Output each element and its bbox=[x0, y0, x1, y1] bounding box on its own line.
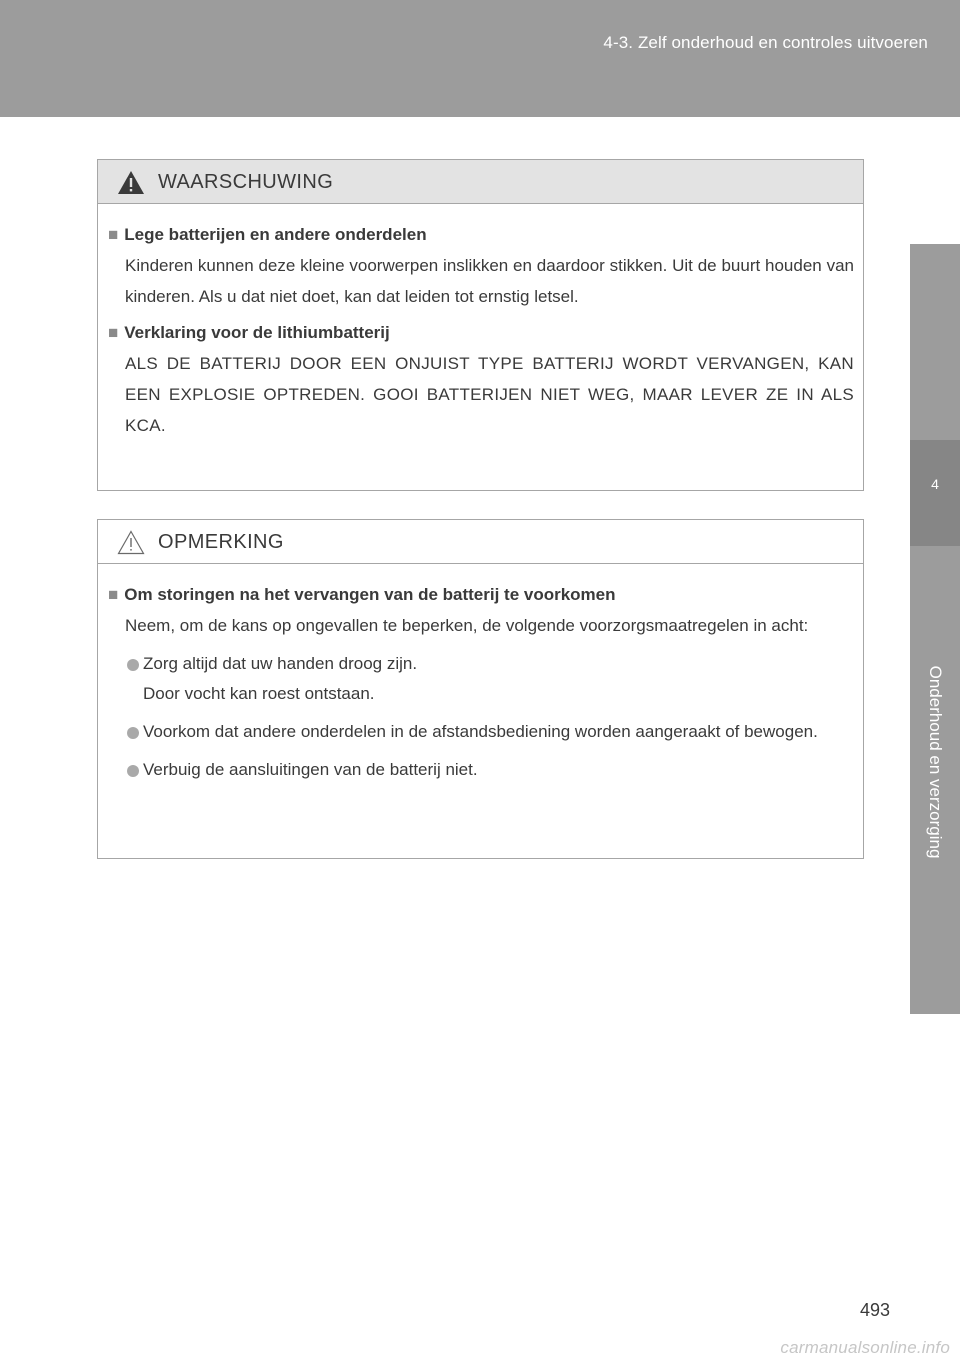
warning-header bbox=[98, 160, 863, 204]
note-intro-text: Neem, om de kans op ongevallen te beperken, de volgende voorzorgsmaatregelen in acht: bbox=[125, 616, 809, 635]
square-bullet-icon: ■ bbox=[108, 585, 119, 604]
warning-section-text: ALS DE BATTERIJ DOOR EEN ONJUIST TYPE BATTERIJ WORDT VERVANGEN, KAN EEN EXPLOSIE OPTREDEN. GOOI BATTERIJEN NIET WEG, MAAR LEVER ZE IN ALS KCA. bbox=[125, 354, 854, 435]
warning-triangle-outline-icon bbox=[117, 530, 145, 555]
page-header bbox=[0, 0, 960, 117]
chapter-number-box bbox=[910, 440, 960, 546]
note-header bbox=[98, 520, 863, 564]
warning-triangle-filled-icon bbox=[117, 170, 145, 195]
list-item: Verbuig de aansluitingen van de batterij niet. bbox=[108, 755, 854, 785]
page-number: 493 bbox=[859, 1300, 890, 1320]
chapter-side-tab bbox=[910, 244, 960, 1014]
warning-section-text: Kinderen kunnen deze kleine voorwerpen inslikken en daardoor stikken. Uit de buurt houden van kinderen. Als u dat niet doet, kan dat leiden tot ernstig letsel. bbox=[125, 256, 854, 306]
chapter-number: 4 bbox=[931, 476, 939, 492]
bullet-dot-icon bbox=[127, 765, 139, 777]
list-item: Voorkom dat andere onderdelen in de afstandsbediening worden aangeraakt of bewogen. bbox=[108, 717, 854, 747]
watermark: carmanualsonline.info bbox=[780, 1338, 950, 1357]
note-box bbox=[97, 519, 864, 859]
warning-title: WAARSCHUWING bbox=[158, 171, 334, 193]
section-breadcrumb: 4-3. Zelf onderhoud en controles uitvoeren bbox=[603, 33, 928, 52]
note-section-title: ■ Om storingen na het vervangen van de batterij te voorkomen bbox=[108, 585, 616, 604]
bullet-dot-icon bbox=[127, 727, 139, 739]
warning-section-title: ■ Verklaring voor de lithiumbatterij bbox=[108, 323, 390, 342]
warning-section-title: ■ Lege batterijen en andere onderdelen bbox=[108, 225, 427, 244]
list-item: Zorg altijd dat uw handen droog zijn. Door vocht kan roest ontstaan. bbox=[108, 649, 854, 709]
chapter-label: Onderhoud en verzorging bbox=[926, 665, 945, 859]
square-bullet-icon: ■ bbox=[108, 225, 119, 244]
warning-box bbox=[97, 159, 864, 491]
note-title: OPMERKING bbox=[158, 531, 284, 553]
bullet-dot-icon bbox=[127, 659, 139, 671]
square-bullet-icon: ■ bbox=[108, 323, 119, 342]
